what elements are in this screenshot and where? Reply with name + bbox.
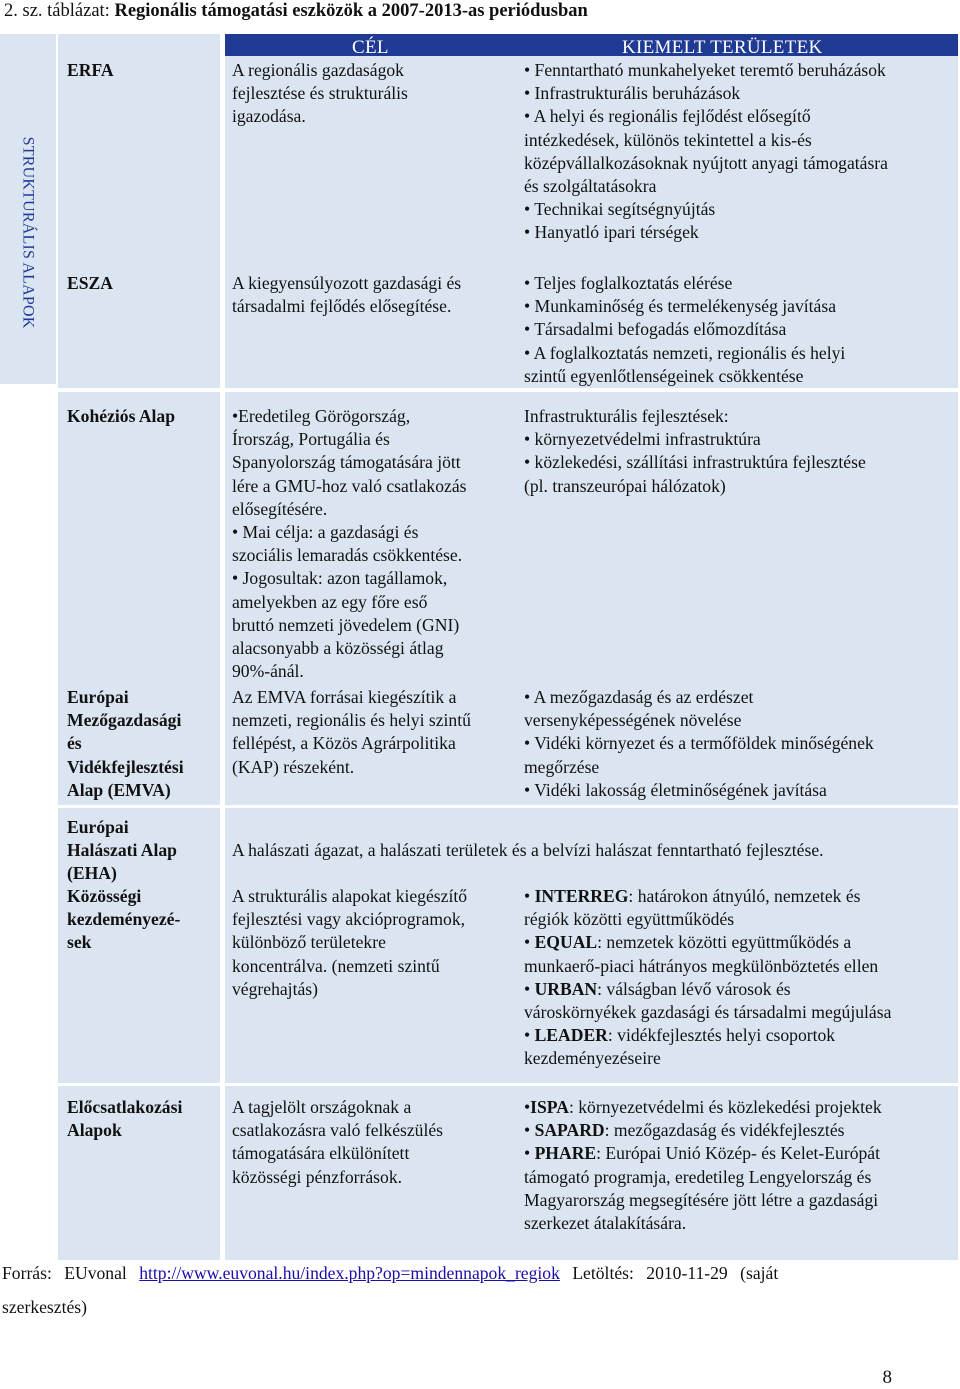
source-note: (saját (740, 1263, 779, 1283)
areas-elocsatlakozasi (524, 1096, 882, 1235)
areas-esza-line: • A foglalkoztatás nemzeti, regionális és helyi (524, 342, 846, 363)
goal-elocsatlakozasi-line: csatlakozásra való felkészülés (232, 1120, 444, 1141)
fund-name-kozossegi (67, 885, 180, 955)
program-name: PHARE (534, 1143, 597, 1164)
table-caption (4, 0, 588, 22)
goal-kozossegi-line: A strukturális alapokat kiegészítő (232, 886, 468, 906)
program-desc: : vidékfejlesztés helyi csoportok (607, 1025, 836, 1046)
goal-kohezio (232, 405, 466, 683)
areas-kohezio-line: • környezetvédelmi infrastruktúra (524, 429, 761, 450)
fund-name-eha (67, 816, 177, 886)
areas-kohezio (524, 405, 866, 498)
page-number: 8 (882, 1367, 892, 1388)
side-label: STRUKTURÁLIS ALAPOK (19, 136, 37, 329)
fund-name-emva-line: Alap (EMVA) (67, 779, 171, 800)
source-line (2, 1262, 958, 1285)
areas-emva-line: megőrzése (524, 756, 600, 777)
fund-name-eha-line: Európai (67, 817, 129, 837)
divider (58, 388, 958, 392)
program-name: EQUAL (534, 932, 598, 953)
goal-elocsatlakozasi-line: A tagjelölt országoknak a (232, 1097, 412, 1117)
fund-name-kozossegi-line: Közösségi (67, 886, 142, 906)
header-kiemelt-teruletek: KIEMELT TERÜLETEK (622, 37, 823, 58)
goal-kozossegi (232, 885, 467, 1001)
goal-elocsatlakozasi (232, 1096, 443, 1189)
caption-prefix: 2. sz. táblázat: (4, 1, 115, 21)
goal-emva (232, 686, 471, 779)
retrieved-label: Letöltés: (572, 1263, 634, 1283)
areas-elocsatlakozasi-line: Magyarország megsegítésére jött létre a gazdasági (524, 1189, 879, 1210)
areas-esza-line: szintű egyenlőtlenségeinek csökkentése (524, 365, 804, 386)
bullet: • (524, 1143, 535, 1164)
program-name: ISPA (530, 1097, 569, 1117)
goal-kohezio-line: elősegítésére. (232, 498, 328, 519)
source-label: Forrás: (2, 1263, 52, 1283)
bullet: • (524, 932, 535, 953)
areas-kozossegi-line: városkörnyékek gazdasági és társadalmi megújulása (524, 1002, 892, 1023)
areas-kozossegi-line (524, 978, 891, 1001)
fund-name-elocsatlakozasi (67, 1096, 182, 1142)
program-name: SAPARD (534, 1120, 605, 1141)
areas-kozossegi-line (524, 885, 891, 908)
fund-name-erfa (67, 59, 114, 82)
fund-name-erfa-line: ERFA (67, 60, 114, 80)
areas-kohezio-line: Infrastrukturális fejlesztések: (524, 406, 729, 426)
program-name: LEADER (534, 1025, 608, 1046)
goal-emva-line: nemzeti, regionális és helyi szintű (232, 710, 471, 731)
table-header (225, 34, 958, 56)
areas-emva-line: versenyképességének növelése (524, 710, 742, 731)
fund-name-esza (67, 272, 113, 295)
goal-esza-line: társadalmi fejlődés elősegítése. (232, 296, 452, 317)
goal-kohezio-line: amelyekben az egy főre eső (232, 591, 428, 612)
fund-name-kozossegi-line: kezdeményezé- (67, 909, 181, 930)
areas-erfa-line: és szolgáltatásokra (524, 176, 657, 197)
divider (0, 384, 58, 1260)
program-desc: : Európai Unió Közép- és Kelet-Európát (596, 1143, 880, 1164)
goal-eha: A halászati ágazat, a halászati területek és a belvízi halászat fenntartható fejlesztése. (232, 840, 824, 860)
source-link[interactable]: http://www.euvonal.hu/index.php?op=mindennapok_regiok (139, 1263, 560, 1283)
caption-title: Regionális támogatási eszközök a 2007-2013-as periódusban (114, 1, 588, 21)
goal-kohezio-line: alacsonyabb a közösségi átlag (232, 638, 444, 659)
goal-kohezio-line: • Mai célja: a gazdasági és (232, 522, 419, 543)
bullet: • (524, 978, 535, 999)
fund-name-kohezio (67, 405, 175, 428)
areas-erfa-line: középvállalkozásoknak nyújtott anyagi támogatásra (524, 152, 888, 173)
goal-kohezio-line: Spanyolország támogatására jött (232, 452, 461, 473)
goal-esza-line: A kiegyensúlyozott gazdasági és (232, 273, 462, 293)
areas-erfa-line: • Hanyatló ipari térségek (524, 222, 699, 243)
fund-name-emva-line: Vidékfejlesztési (67, 756, 184, 777)
bullet: • (524, 886, 535, 906)
areas-erfa-line: • Infrastrukturális beruházások (524, 83, 741, 104)
goal-erfa-line: fejlesztése és strukturális (232, 83, 408, 104)
areas-kozossegi-line: régiók közötti együttműködés (524, 909, 735, 930)
goal-erfa-line: A regionális gazdaságok (232, 60, 404, 80)
goal-kozossegi-line: különböző területekre (232, 932, 386, 953)
fund-name-elocsatlakozasi-line: Előcsatlakozási (67, 1097, 183, 1117)
bullet: • (524, 1120, 535, 1141)
goal-kozossegi-line: koncentrálva. (nemzeti szintű (232, 955, 440, 976)
fund-name-eha-line: (EHA) (67, 863, 117, 884)
divider (220, 34, 225, 1260)
areas-elocsatlakozasi-line: támogató programja, eredetileg Lengyelország és (524, 1166, 872, 1187)
source-note-cont: szerkesztés) (2, 1297, 87, 1317)
program-desc: : határokon átnyúló, nemzetek és (628, 886, 861, 906)
goal-esza (232, 272, 461, 318)
fund-name-kohezio-line: Kohéziós Alap (67, 406, 176, 426)
areas-emva (524, 686, 874, 802)
divider (58, 1083, 958, 1086)
fund-name-emva-line: Európai (67, 687, 129, 707)
goal-kozossegi-line: végrehajtás) (232, 978, 318, 999)
areas-kozossegi-line (524, 931, 891, 954)
areas-emva-line: • Vidéki környezet és a termőföldek minőségének (524, 733, 874, 754)
areas-erfa (524, 59, 888, 245)
fund-name-emva-line: Mezőgazdasági (67, 710, 182, 731)
goal-kohezio-line: lére a GMU-hoz való csatlakozás (232, 475, 467, 496)
areas-kohezio-line: • közlekedési, szállítási infrastruktúra fejlesztése (524, 452, 866, 473)
goal-kohezio-line: •Eredetileg Görögország, (232, 406, 411, 426)
fund-name-emva (67, 686, 184, 802)
goal-kohezio-line: bruttó nemzeti jövedelem (GNI) (232, 614, 460, 635)
goal-kozossegi-line: fejlesztési vagy akcióprogramok, (232, 909, 466, 930)
bullet: • (524, 1097, 531, 1117)
fund-name-esza-line: ESZA (67, 273, 113, 293)
areas-esza-line: • Társadalmi befogadás előmozdítása (524, 319, 787, 340)
program-desc: : környezetvédelmi és közlekedési projektek (568, 1097, 882, 1117)
areas-elocsatlakozasi-line (524, 1142, 882, 1165)
goal-emva-line: Az EMVA forrásai kiegészítik a (232, 687, 457, 707)
goal-elocsatlakozasi-line: támogatására elkülönített (232, 1143, 410, 1164)
areas-erfa-line: • A helyi és regionális fejlődést elősegítő (524, 106, 811, 127)
retrieved-date: 2010-11-29 (646, 1263, 728, 1283)
program-desc: : válságban lévő városok és (597, 978, 791, 999)
source-org: EUvonal (64, 1263, 127, 1283)
goal-kohezio-line: • Jogosultak: azon tagállamok, (232, 568, 448, 589)
fund-name-eha-line: Halászati Alap (67, 840, 177, 861)
goal-elocsatlakozasi-line: közösségi pénzforrások. (232, 1166, 403, 1187)
areas-kozossegi (524, 885, 891, 1071)
fund-name-kozossegi-line: sek (67, 932, 92, 953)
areas-esza (524, 272, 845, 388)
areas-esza-line: • Munkaminőség és termelékenység javítása (524, 296, 837, 317)
areas-emva-line: • A mezőgazdaság és az erdészet (524, 687, 754, 707)
areas-erfa-line: intézkedések, különös tekintettel a kis-és (524, 129, 812, 150)
areas-kozossegi-line (524, 1024, 891, 1047)
program-desc: : mezőgazdaság és vidékfejlesztés (604, 1120, 845, 1141)
divider (58, 805, 958, 808)
goal-emva-line: fellépést, a Közös Agrárpolitika (232, 733, 456, 754)
goal-kohezio-line: 90%-ánál. (232, 661, 304, 682)
bullet: • (524, 1025, 535, 1046)
program-name: URBAN (534, 978, 598, 999)
areas-elocsatlakozasi-line (524, 1119, 882, 1142)
areas-kozossegi-line: munkaerő-piaci hátrányos megkülönböztetés ellen (524, 955, 879, 976)
program-desc: : nemzetek közötti együttműködés a (597, 932, 852, 953)
goal-kohezio-line: Írország, Portugália és (232, 429, 390, 450)
areas-kozossegi-line: kezdeményezéseire (524, 1048, 661, 1069)
areas-elocsatlakozasi-line: szerkezet átalakítására. (524, 1213, 687, 1234)
fund-name-emva-line: és (67, 733, 82, 754)
header-cel: CÉL (352, 37, 389, 58)
areas-erfa-line: • Technikai segítségnyújtás (524, 199, 716, 220)
areas-emva-line: • Vidéki lakosság életminőségének javítása (524, 779, 827, 800)
areas-esza-line: • Teljes foglalkoztatás elérése (524, 273, 733, 293)
areas-kohezio-line: (pl. transzeurópai hálózatok) (524, 475, 726, 496)
goal-kohezio-line: szociális lemaradás csökkentése. (232, 545, 463, 566)
areas-elocsatlakozasi-line (524, 1096, 882, 1119)
goal-emva-line: (KAP) részeként. (232, 756, 355, 777)
fund-name-elocsatlakozasi-line: Alapok (67, 1120, 122, 1141)
goal-erfa (232, 59, 408, 129)
areas-erfa-line: • Fenntartható munkahelyeket teremtő beruházások (524, 60, 886, 80)
program-name: INTERREG (534, 886, 629, 906)
goal-erfa-line: igazodása. (232, 106, 306, 127)
